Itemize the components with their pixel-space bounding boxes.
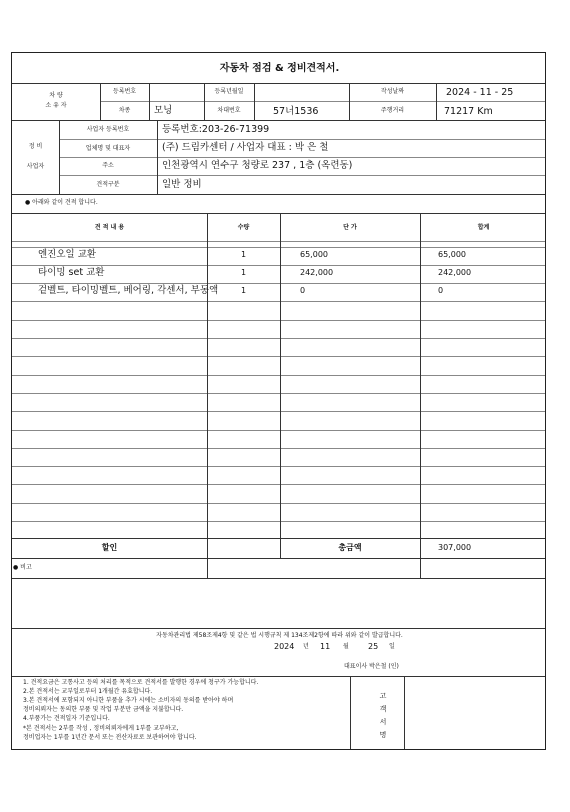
discount-label: 할인: [101, 543, 118, 552]
item-desc: 타이밍 set 교환: [38, 267, 105, 278]
vin-value: 57너1536: [273, 106, 319, 117]
written-date-label: 작성날짜: [380, 88, 405, 95]
table-rule: [12, 411, 545, 412]
representative-signature: 대표이사 박은철 (인): [344, 663, 399, 670]
business-category-label: 견적구분: [96, 181, 120, 188]
item-desc: 엔진오일 교환: [38, 249, 97, 260]
business-category-value: 일반 정비: [162, 179, 202, 190]
total-label: 총금액: [338, 543, 362, 552]
note-line: 2.본 견적서는 교부일로부터 1개월간 유효합니다.: [23, 688, 153, 695]
business-address-value: 인천광역시 연수구 청량로 237 , 1층 (옥련동): [162, 160, 353, 171]
issue-day: 25: [368, 642, 379, 651]
item-total: 242,000: [438, 268, 472, 277]
model-value: 모닝: [154, 105, 173, 116]
table-rule: [12, 448, 545, 449]
owner-label: 소 유 자: [45, 102, 67, 109]
divider: [436, 83, 437, 120]
form-title: 자동차 점검 & 정비견적서.: [219, 63, 340, 74]
divider: [149, 83, 150, 120]
table-rule: [12, 247, 545, 248]
estimate-form: [11, 52, 546, 750]
table-rule: [12, 283, 545, 284]
items-header-unit: 단 가: [343, 224, 357, 231]
note-line: 정비의뢰자는 동의한 부품 및 작업 부분만 금액을 지불합니다.: [23, 706, 184, 713]
table-rule: [12, 521, 545, 522]
divider: [12, 558, 545, 559]
divider: [404, 676, 405, 750]
items-header-total: 합계: [477, 224, 490, 231]
divider: [254, 83, 255, 120]
estimate-notice: ● 아래와 같이 견적 합니다.: [25, 199, 98, 206]
business-side-label: 정 비: [28, 143, 43, 150]
item-total: 65,000: [438, 250, 466, 259]
table-rule: [12, 466, 545, 467]
table-rule: [12, 338, 545, 339]
business-name-value: (주) 드림카센터 / 사업자 대표 : 박 은 철: [162, 142, 329, 153]
note-line: 4.부품가는 견적일자 기준입니다.: [23, 715, 110, 722]
table-rule: [12, 484, 545, 485]
divider: [350, 676, 351, 750]
table-rule: [12, 301, 545, 302]
divider: [12, 628, 545, 629]
written-date-value: 2024 - 11 - 25: [446, 87, 514, 98]
items-header-qty: 수량: [237, 224, 250, 231]
divider: [207, 213, 208, 578]
divider: [12, 676, 545, 677]
business-regno-label: 사업자 등록번호: [86, 126, 130, 133]
divider: [59, 139, 545, 140]
item-total: 0: [438, 286, 444, 295]
mileage-label: 주행거리: [380, 107, 405, 114]
item-qty: 1: [240, 250, 247, 259]
table-rule: [12, 393, 545, 394]
business-address-label: 주소: [102, 162, 114, 169]
model-label: 차종: [118, 107, 131, 114]
mileage-value: 71217 Km: [444, 106, 493, 117]
divider: [59, 157, 545, 158]
issue-month-unit: 월: [343, 643, 349, 650]
divider: [12, 194, 545, 195]
divider: [59, 175, 545, 176]
table-rule: [12, 241, 545, 242]
remarks-label: ● 비고: [13, 564, 32, 571]
divider: [12, 538, 545, 539]
owner-label: 차 량: [49, 92, 63, 99]
item-unit-price: 65,000: [300, 250, 328, 259]
item-qty: 1: [240, 286, 247, 295]
issue-month: 11: [320, 642, 331, 651]
note-line: 1. 견적요금은 고통사고 등의 처리를 목적으로 견적서를 발행한 경우에 청구가 가능합니다.: [23, 679, 259, 686]
law-text: 자동차관리법 제58조제4항 및 같은 법 시행규칙 제 134조제2항에 따라 위와 같이 발급합니다.: [156, 632, 403, 639]
divider: [12, 120, 545, 121]
reg-no-label: 등록번호: [112, 88, 137, 95]
issue-year-unit: 년: [303, 643, 309, 650]
total-value: 307,000: [438, 543, 472, 552]
table-rule: [12, 375, 545, 376]
table-rule: [12, 430, 545, 431]
note-line: *본 견적서는 2부를 작성 , 정비의뢰자에게 1부를 교부하고,: [23, 725, 179, 732]
business-side-label: 사업자: [26, 163, 45, 170]
table-rule: [12, 265, 545, 266]
items-header-desc: 견 적 내 용: [94, 224, 125, 231]
table-rule: [12, 503, 545, 504]
business-name-label: 업체명 및 대표자: [85, 145, 131, 152]
divider: [12, 83, 545, 84]
business-regno-value: 등록번호:203-26-71399: [162, 124, 270, 135]
item-qty: 1: [240, 268, 247, 277]
item-unit-price: 0: [300, 286, 306, 295]
table-rule: [12, 320, 545, 321]
customer-signature-box: 고 객 서 명: [379, 692, 387, 739]
issue-year: 2024: [274, 642, 295, 651]
item-unit-price: 242,000: [300, 268, 334, 277]
item-desc: 겉벨트, 타이밍벨트, 베어링, 각센서, 부동액: [38, 285, 219, 296]
issue-day-unit: 일: [389, 643, 395, 650]
note-line: 정비업자는 1부를 1년간 문서 또는 전산자료로 보관하여야 합니다.: [23, 734, 197, 741]
table-rule: [12, 356, 545, 357]
first-reg-label: 등록년월일: [214, 88, 244, 95]
divider: [420, 213, 421, 578]
divider: [280, 213, 281, 558]
divider: [100, 101, 545, 102]
divider: [12, 213, 545, 214]
divider: [12, 578, 545, 579]
note-line: 3.본 견적서에 포함되지 아니한 부품을 추가 시에는 소비자의 동의를 받아야 하며: [23, 697, 234, 704]
divider: [157, 120, 158, 194]
vin-label: 차대번호: [217, 107, 241, 114]
